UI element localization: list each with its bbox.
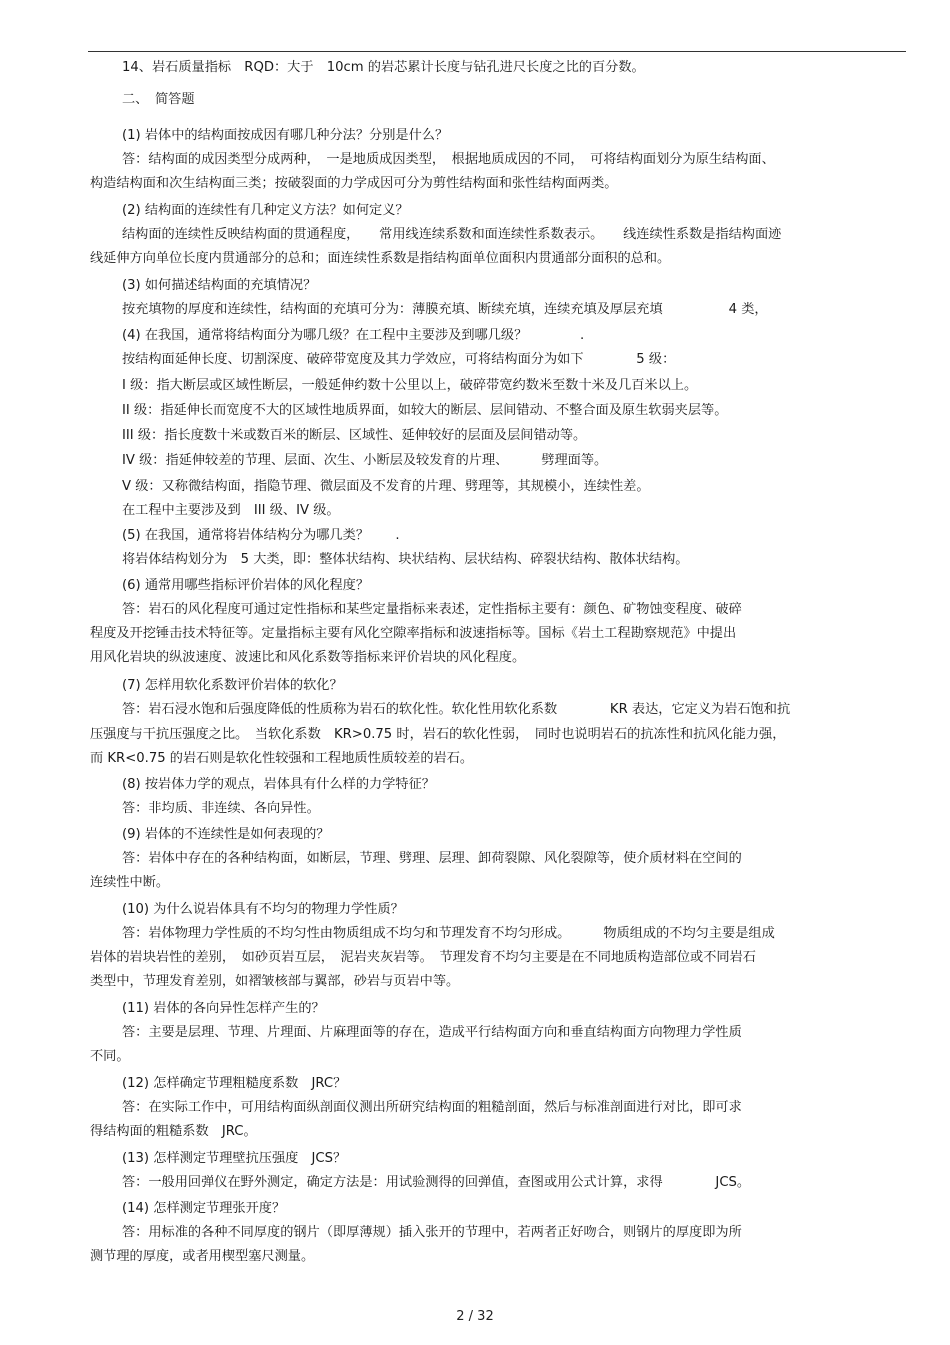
answer-line: 不同。 — [90, 1049, 130, 1064]
answer-line: 答：岩石的风化程度可通过定性指标和某些定量指标来表述，定性指标主要有：颜色、矿物蚀变程度、破碎 — [122, 602, 742, 617]
answer-line: V 级：又称微结构面，指隐节理、微层面及不发育的片理、劈理等，其规模小，连续性差。 — [122, 479, 650, 494]
answer-line: 压强度与干抗压强度之比。 当软化系数 KR>0.75 时，岩石的软化性弱， 同时也说明岩石的抗冻性和抗风化能力强， — [90, 727, 786, 742]
page-number: 2 / 32 — [456, 1309, 494, 1324]
answer-line: 答：用标准的各种不同厚度的钢片（即厚薄规）插入张开的节理中，若两者正好吻合，则钢片的厚度即为所 — [122, 1225, 742, 1240]
answer-line: 连续性中断。 — [90, 875, 170, 890]
answer-line: 得结构面的粗糙系数 JRC。 — [90, 1124, 257, 1139]
answer-line: 答：非均质、非连续、各向异性。 — [122, 801, 320, 816]
answer-line: IV 级：指延伸较差的节理、层面、次生、小断层及较发育的片理、 劈理面等。 — [122, 453, 608, 468]
answer-line: 答：在实际工作中，可用结构面纵剖面仪测出所研究结构面的粗糙剖面，然后与标准剖面进行对比，即可求 — [122, 1100, 742, 1115]
answer-line: 结构面的连续性反映结构面的贯通程度， 常用线连续系数和面连续性系数表示。 线连续性系数是指结构面迹 — [122, 227, 782, 242]
answer-line: 用风化岩块的纵波速度、波速比和风化系数等指标来评价岩块的风化程度。 — [90, 650, 526, 665]
answer-line: 答：岩石浸水饱和后强度降低的性质称为岩石的软化性。软化性用软化系数 KR 表达，它定义为岩石饱和抗 — [122, 702, 791, 717]
answer-line: 岩体的岩块岩性的差别， 如砂页岩互层， 泥岩夹灰岩等。 节理发育不均匀主要是在不同地质构造部位或不同岩石 — [90, 950, 756, 965]
answer-line: 答：一般用回弹仪在野外测定，确定方法是：用试验测得的回弹值，查图或用公式计算，求得 JCS。 — [122, 1175, 751, 1190]
question-line: (13) 怎样测定节理壁抗压强度 JCS？ — [122, 1151, 347, 1166]
answer-line: II 级：指延伸长而宽度不大的区域性地质界面，如较大的断层、层间错动、不整合面及原生软弱夹层等。 — [122, 403, 728, 418]
answer-line: 将岩体结构划分为 5 大类，即：整体状结构、块状结构、层状结构、碎裂状结构、散体状结构。 — [122, 552, 689, 567]
question-line: (6) 通常用哪些指标评价岩体的风化程度？ — [122, 578, 370, 593]
question-line: (10) 为什么说岩体具有不均匀的物理力学性质？ — [122, 902, 404, 917]
question-line: (4) 在我国，通常将结构面分为哪几级？在工程中主要涉及到哪几级？ . — [122, 328, 585, 343]
question-line: (11) 岩体的各向异性怎样产生的？ — [122, 1001, 325, 1016]
answer-line: 按充填物的厚度和连续性，结构面的充填可分为：薄膜充填、断续充填，连续充填及厚层充填 4 类， — [122, 302, 768, 317]
answer-line: 而 KR<0.75 的岩石则是软化性较强和工程地质性质较差的岩石。 — [90, 751, 474, 766]
text-line: 14、岩石质量指标 RQD：大于 10cm 的岩芯累计长度与钻孔进尺长度之比的百分数。 — [122, 60, 645, 75]
question-line: (8) 按岩体力学的观点，岩体具有什么样的力学特征？ — [122, 777, 435, 792]
question-line: (5) 在我国，通常将岩体结构分为哪几类？ . — [122, 528, 400, 543]
question-line: (1) 岩体中的结构面按成因有哪几种分法？分别是什么？ — [122, 128, 449, 143]
answer-line: 答：主要是层理、节理、片理面、片麻理面等的存在，造成平行结构面方向和垂直结构面方向物理力学性质 — [122, 1025, 742, 1040]
question-line: (12) 怎样确定节理粗糙度系数 JRC？ — [122, 1076, 347, 1091]
answer-line: I 级：指大断层或区域性断层，一般延伸约数十公里以上，破碎带宽约数米至数十米及几百米以上。 — [122, 378, 698, 393]
answer-line: 在工程中主要涉及到 III 级、IV 级。 — [122, 503, 340, 518]
answer-line: 测节理的厚度，或者用楔型塞尺测量。 — [90, 1249, 315, 1264]
question-line: (2) 结构面的连续性有几种定义方法？如何定义？ — [122, 203, 409, 218]
answer-line: 线延伸方向单位长度内贯通部分的总和；面连续性系数是指结构面单位面积内贯通部分面积的总和。 — [90, 251, 671, 266]
answer-line: 答：结构面的成因类型分成两种， 一是地质成因类型， 根据地质成因的不同， 可将结构面划分为原生结构面、 — [122, 152, 775, 167]
question-line: (14) 怎样测定节理张开度？ — [122, 1201, 286, 1216]
question-line: (9) 岩体的不连续性是如何表现的？ — [122, 827, 330, 842]
answer-line: III 级：指长度数十米或数百米的断层、区域性、延伸较好的层面及层间错动等。 — [122, 428, 587, 443]
answer-line: 按结构面延伸长度、切割深度、破碎带宽度及其力学效应，可将结构面分为如下 5 级： — [122, 352, 676, 367]
answer-line: 构造结构面和次生结构面三类；按破裂面的力学成因可分为剪性结构面和张性结构面两类。 — [90, 176, 618, 191]
question-line: (3) 如何描述结构面的充填情况？ — [122, 278, 317, 293]
section-heading: 二、 简答题 — [122, 92, 195, 107]
question-line: (7) 怎样用软化系数评价岩体的软化？ — [122, 678, 343, 693]
answer-line: 答：岩体中存在的各种结构面，如断层，节理、劈理、层理、卸荷裂隙、风化裂隙等，使介质材料在空间的 — [122, 851, 742, 866]
answer-line: 类型中，节理发育差别，如褶皱核部与翼部，砂岩与页岩中等。 — [90, 974, 460, 989]
answer-line: 答：岩体物理力学性质的不均匀性由物质组成不均匀和节理发育不均匀形成。 物质组成的不均匀主要是组成 — [122, 926, 775, 941]
header-rule — [88, 51, 906, 52]
answer-line: 程度及开挖锤击技术特征等。定量指标主要有风化空隙率指标和波速指标等。国标《岩土工程勘察规范》中提出 — [90, 626, 737, 641]
